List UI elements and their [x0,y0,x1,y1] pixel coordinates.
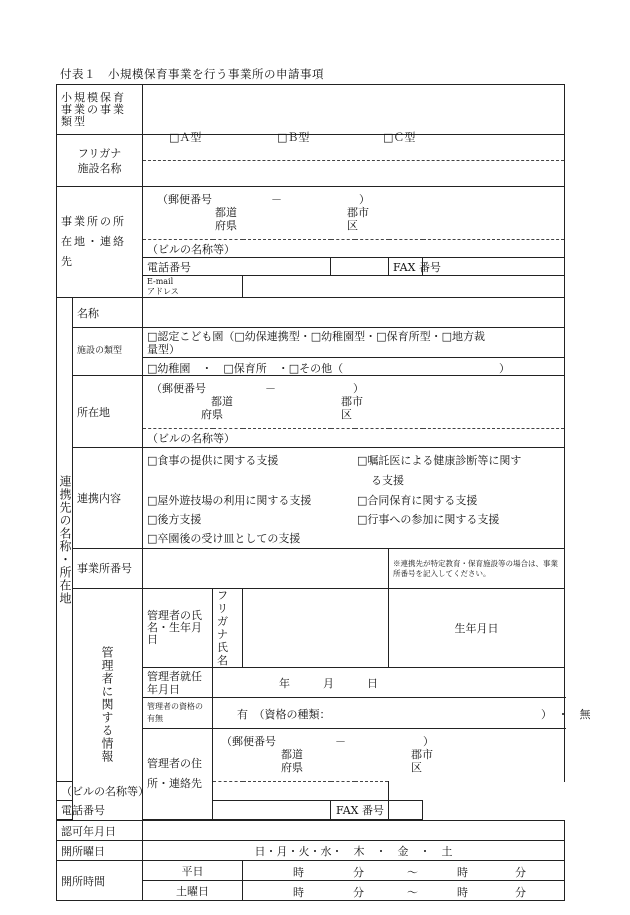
manager-addr-cell[interactable]: （郵便番号 － ） 都道 府県 郡市 区 [213,729,565,782]
phone-label: 電話番号 [143,258,331,276]
content-item: □後方支援 [147,513,202,526]
partner-content-label: 連携内容 [73,448,143,549]
type-b-checkbox[interactable]: □Ｂ型 [277,130,310,144]
office-no-input[interactable] [143,549,389,589]
partner-type-label: 施設の類型 [73,328,143,376]
facility-row [57,135,565,187]
fax-label: FAX 番号 [389,258,423,276]
type-c-checkbox[interactable]: □Ｃ型 [383,130,416,144]
manager-start-label: 管理者就任年月日 [143,668,213,698]
address-label: 事業所の所在地・連絡先 [57,187,143,298]
application-form [56,84,591,901]
manager-start-input[interactable]: 年 月 日 [213,668,565,698]
partner-addr-cell[interactable]: （郵便番号 － ） 都道 府県 郡市 区 [143,376,565,429]
content-item: る支援 [371,474,404,487]
fax-input[interactable] [423,258,565,276]
content-item: □食事の提供に関する支援 [147,454,279,467]
partner-side-label: 連携先の名称・所在地 [57,298,73,782]
phone-input[interactable] [331,258,389,276]
partner-name-label: 名称 [73,298,143,328]
manager-phone-input[interactable] [213,801,331,820]
manager-addr-label: 管理者の住所・連絡先 [143,729,213,820]
partner-content-cell[interactable] [143,448,565,549]
birth-label: 生年月日 [389,589,565,668]
partner-building-cell[interactable]: （ビルの名称等） [143,429,565,448]
open-days-input[interactable]: 日・月・火・水・ 木 ・ 金 ・ 土 [143,841,565,861]
content-item: □卒園後の受け皿としての支援 [147,532,301,545]
manager-fax-label: FAX 番号 [331,801,389,820]
content-item: □嘱託医による健康診断等に関す [357,454,522,467]
approval-date-input[interactable] [143,821,565,841]
open-hours-label: 開所時間 [57,861,143,901]
content-item: □行事への参加に関する支援 [357,513,500,526]
open-days-label: 開所曜日 [57,841,143,861]
address-postal-cell[interactable]: （郵便番号 － ） 都道 府県 郡市 区 [143,187,565,240]
saturday-label: 土曜日 [143,881,243,901]
approval-date-label: 認可年月日 [57,821,143,841]
content-item: □屋外遊技場の利用に関する支援 [147,494,312,507]
office-no-note: ※連携先が特定教育・保育施設等の場合は、事業所番号を記入してください。 [389,549,565,589]
manager-phone-label: 電話番号 [57,801,143,820]
page-title: 付表１ 小規模保育事業を行う事業所の申請事項 [60,67,324,81]
facility-input[interactable] [143,135,565,187]
saturday-hours-input[interactable]: 時 分 ～ 時 分 [243,881,565,901]
manager-name-label: 管理者の氏名・生年月日 [143,589,213,668]
manager-side-label: 管理者に関する情報 [73,589,143,821]
email-label: E-mail アドレス [143,276,243,298]
manager-furigana-label: フリガナ 氏 名 [213,589,243,668]
email-input[interactable] [243,276,565,298]
type-row [57,85,565,135]
manager-fax-input[interactable] [389,801,423,820]
address-row [57,187,565,240]
manager-name-input[interactable] [243,589,389,668]
type-label: 小規模保育事業の事業類型 [57,85,143,135]
weekday-label: 平日 [143,861,243,881]
manager-qual-label: 管理者の資格の有無 [143,698,213,729]
type-options [143,85,565,144]
partner-type-line1[interactable]: □認定こども園（□幼保連携型・□幼稚園型・□保育所型・□地方裁 量型） [143,328,565,358]
partner-name-input[interactable] [143,298,565,328]
partner-type-line3[interactable]: □幼稚園 ・ □保育所 ・□その他（ ） [143,358,565,376]
manager-qual-input[interactable]: 有 （資格の種類： ） ・ 無 [213,698,565,729]
address-building-cell[interactable]: （ビルの名称等） [143,240,565,258]
manager-building-cell[interactable]: （ビルの名称等） [57,782,389,801]
weekday-hours-input[interactable]: 時 分 ～ 時 分 [243,861,565,881]
content-item: □合同保育に関する支援 [357,494,478,507]
type-a-checkbox[interactable]: □Ａ型 [169,130,202,144]
partner-addr-label: 所在地 [73,376,143,448]
postal-label: （郵便番号 [157,193,212,206]
facility-label: フリガナ 施設名称 [57,135,143,187]
office-no-label: 事業所番号 [73,549,143,589]
